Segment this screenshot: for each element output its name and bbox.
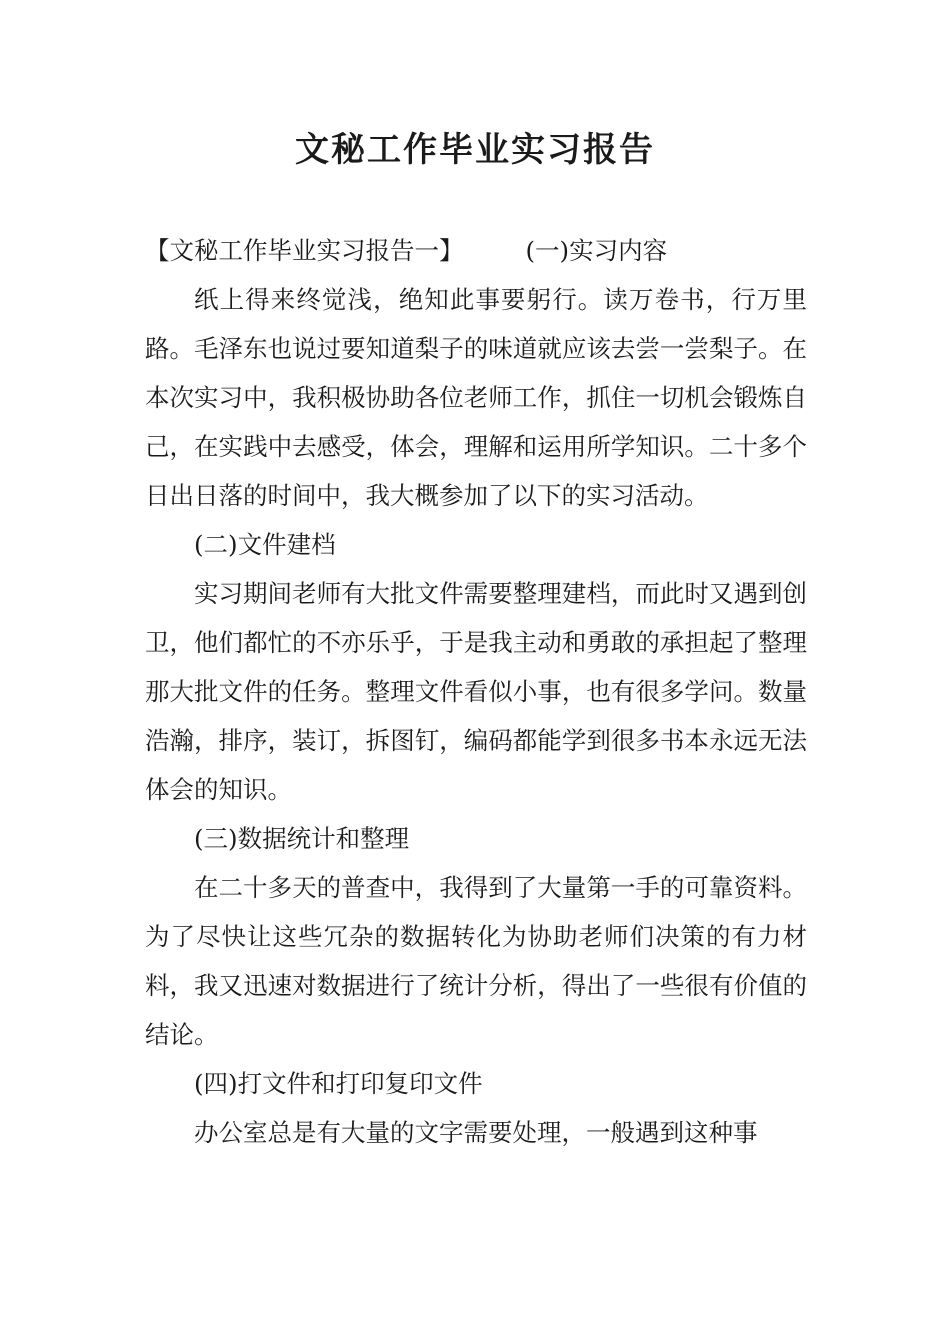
document-body (145, 226, 807, 1157)
section2-paragraph: 实习期间老师有大批文件需要整理建档，而此时又遇到创卫，他们都忙的不亦乐乎，于是我主动和勇敢的承担起了整理那大批文件的任务。整理文件看似小事，也有很多学问。数量浩瀚，排序，装订，拆图钉，编码都能学到很多书本永远无法体会的知识。 (145, 579, 807, 804)
section4-heading: (四)打文件和打印复印文件 (194, 1069, 483, 1098)
section1-paragraph: 纸上得来终觉浅，绝知此事要躬行。读万卷书，行万里路。毛泽东也说过要知道梨子的味道就应该去尝一尝梨子。在本次实习中，我积极协助各位老师工作，抓住一切机会锻炼自己，在实践中去感受，体会，理解和运用所学知识。二十多个日出日落的时间中，我大概参加了以下的实习活动。 (145, 285, 807, 510)
section3-heading: (三)数据统计和整理 (194, 824, 410, 853)
section2-heading: (二)文件建档 (194, 530, 336, 559)
section4-paragraph: 办公室总是有大量的文字需要处理，一般遇到这种事 (194, 1118, 758, 1147)
section1-heading: (一)实习内容 (525, 236, 668, 265)
report-heading-line (145, 226, 807, 275)
section3-paragraph: 在二十多天的普查中，我得到了大量第一手的可靠资料。为了尽快让这些冗杂的数据转化为协助老师们决策的有力材料，我又迅速对数据进行了统计分析，得出了一些很有价值的结论。 (145, 873, 807, 1049)
report-heading: 【文秘工作毕业实习报告一】 (145, 236, 464, 265)
document-title: 文秘工作毕业实习报告 (295, 130, 655, 170)
